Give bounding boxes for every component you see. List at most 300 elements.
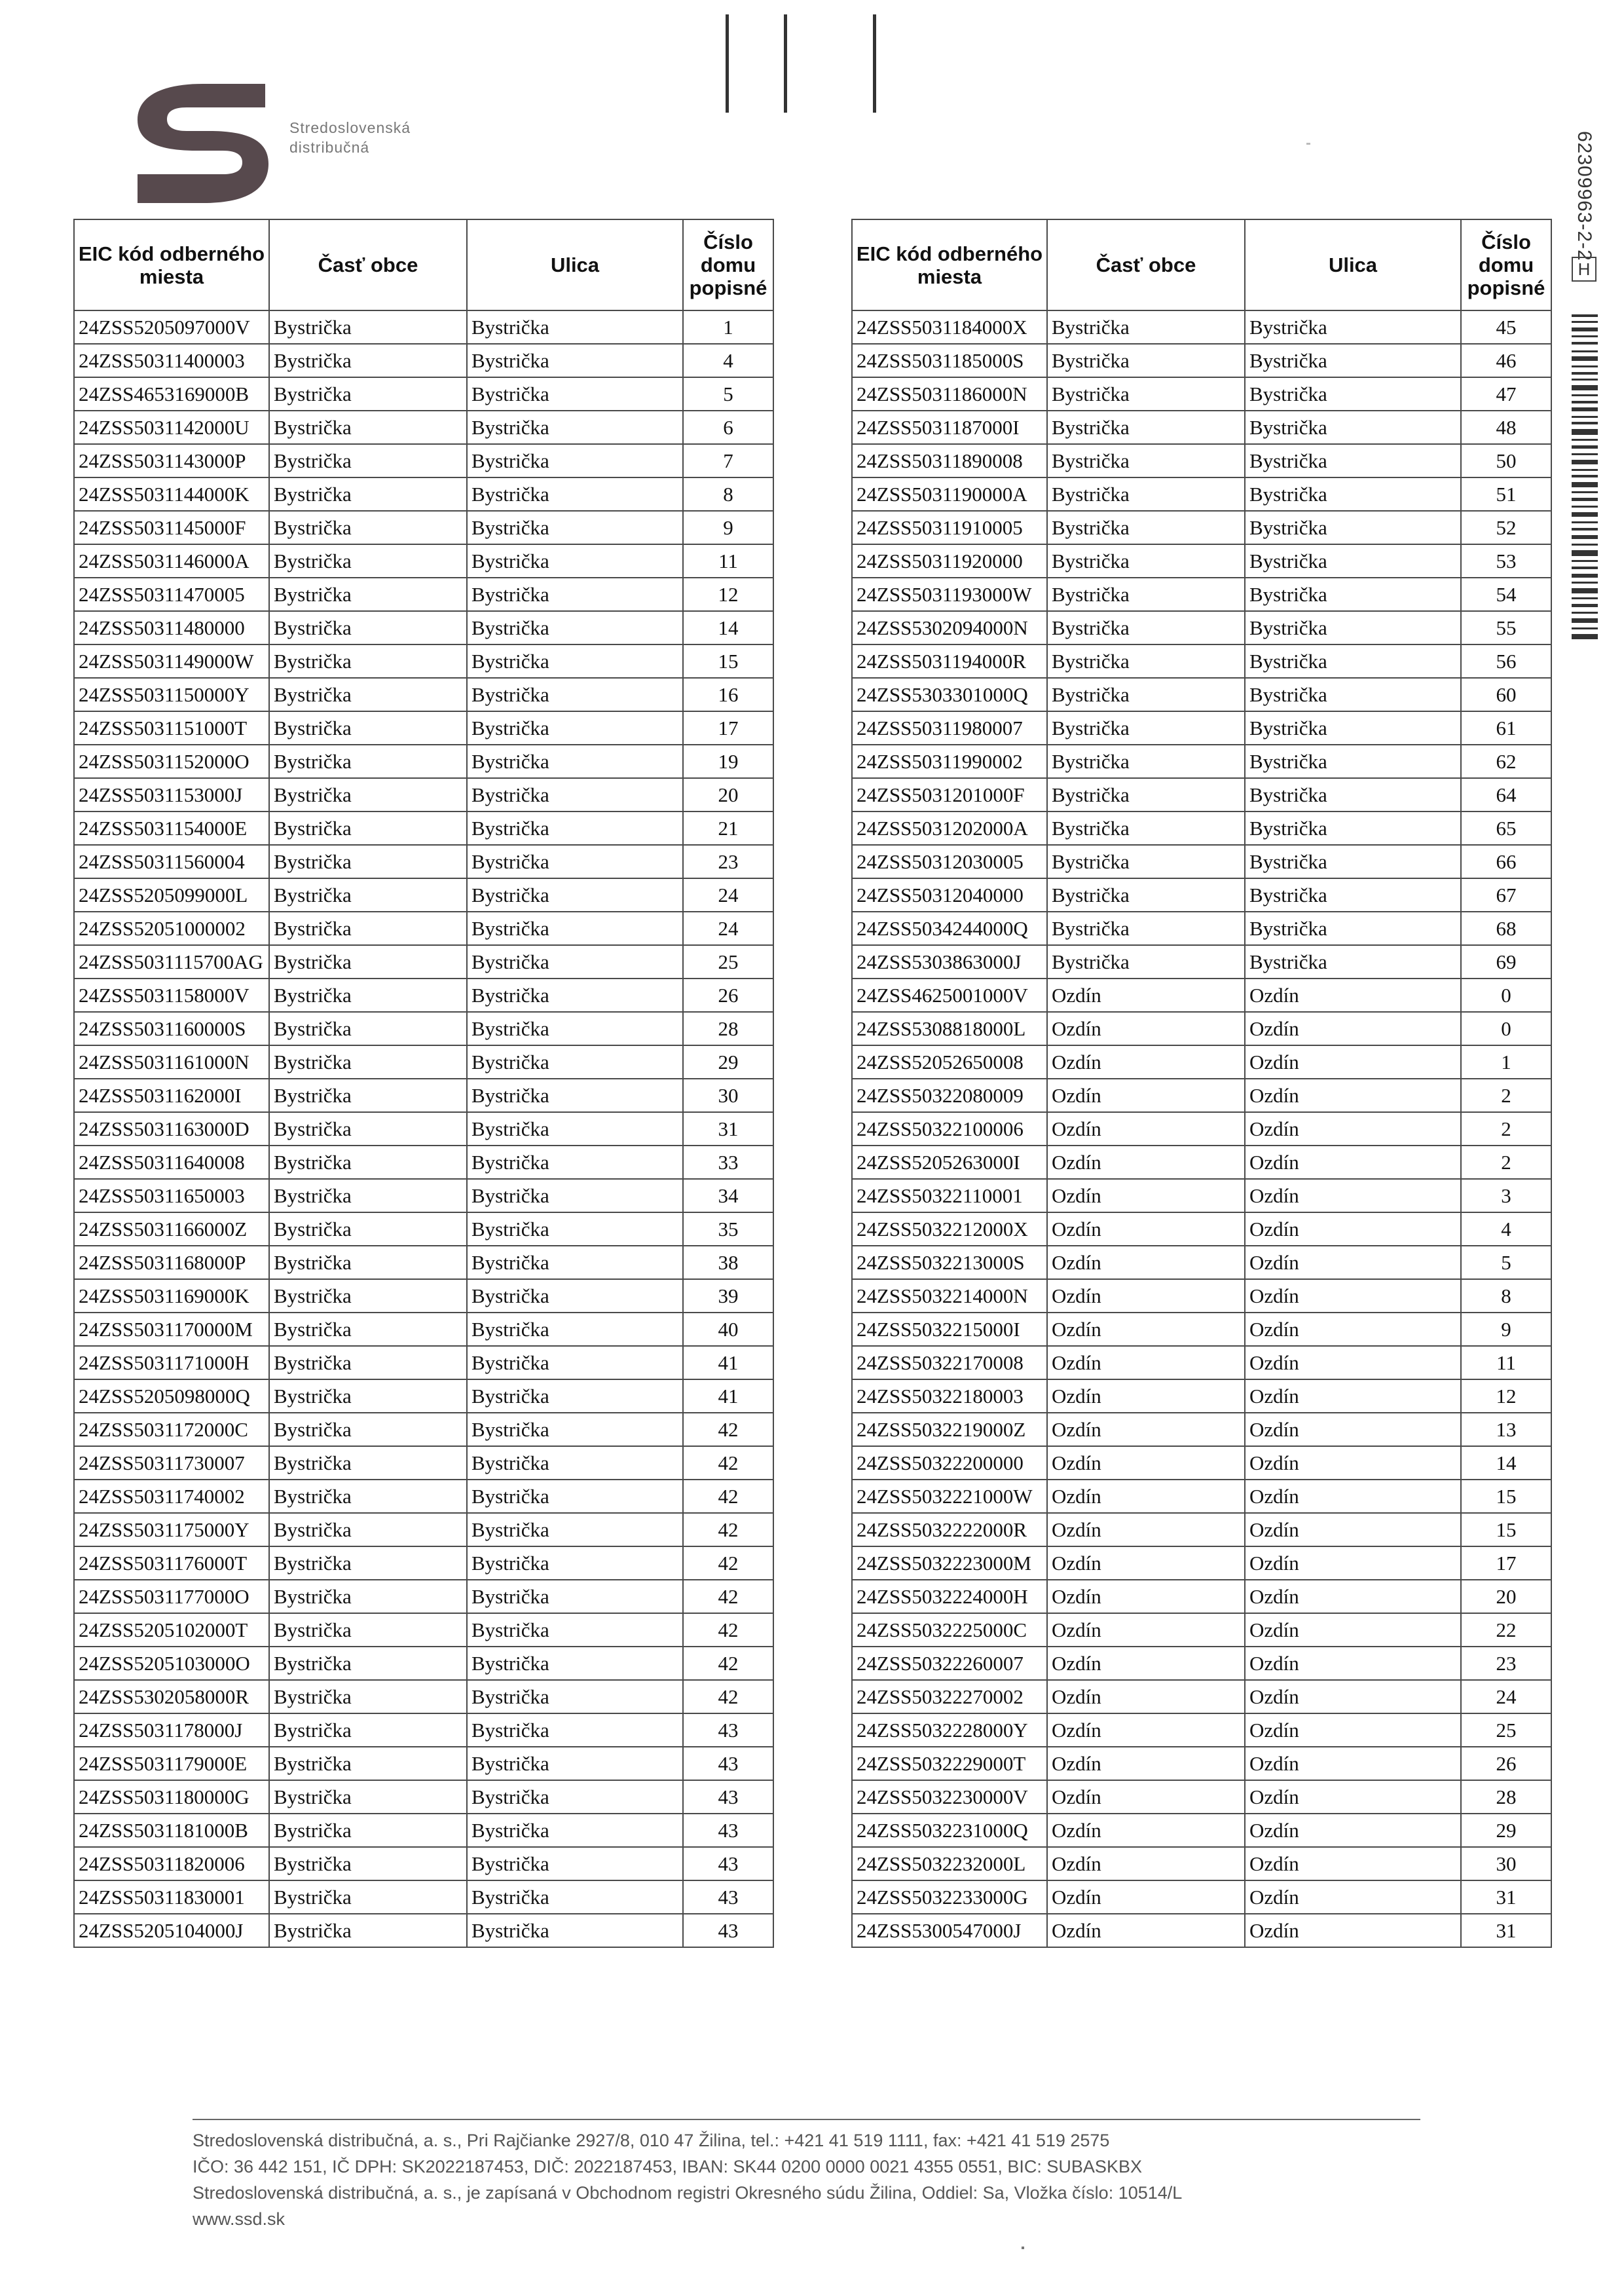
cell-eic-code: 24ZSS5032213000S: [852, 1246, 1047, 1279]
table-row: [74, 1480, 773, 1513]
table-row: [74, 377, 773, 411]
table-row: [74, 644, 773, 678]
table-row: [74, 945, 773, 979]
table-row: [852, 1847, 1551, 1880]
cell-cislo-domu: 8: [1461, 1279, 1551, 1313]
cell-cislo-domu: 13: [1461, 1413, 1551, 1446]
column-header-eic: EIC kód odberného miesta: [74, 219, 269, 310]
table-row: [852, 1045, 1551, 1079]
cell-cast-obce: Bystrička: [269, 1112, 467, 1146]
table-row: [74, 344, 773, 377]
cell-cast-obce: Bystrička: [269, 377, 467, 411]
cell-cast-obce: Bystrička: [269, 611, 467, 644]
cell-cislo-domu: 33: [683, 1146, 773, 1179]
cell-cislo-domu: 28: [1461, 1780, 1551, 1814]
scan-mark: [726, 14, 729, 113]
table-row: [74, 1012, 773, 1045]
cell-eic-code: 24ZSS5302058000R: [74, 1680, 269, 1713]
cell-eic-code: 24ZSS5031145000F: [74, 511, 269, 544]
table-row: [852, 1346, 1551, 1379]
cell-ulica: Bystrička: [467, 1814, 683, 1847]
cell-eic-code: 24ZSS5031152000O: [74, 745, 269, 778]
cell-cast-obce: Bystrička: [269, 1480, 467, 1513]
cell-cast-obce: Ozdín: [1047, 1212, 1245, 1246]
cell-cast-obce: Bystrička: [1047, 344, 1245, 377]
table-row: [852, 411, 1551, 444]
cell-cast-obce: Ozdín: [1047, 1446, 1245, 1480]
table-row: [74, 845, 773, 878]
cell-ulica: Bystrička: [1245, 377, 1461, 411]
table-row: [74, 1713, 773, 1747]
cell-ulica: Ozdín: [1245, 1179, 1461, 1212]
cell-ulica: Ozdín: [1245, 1212, 1461, 1246]
cell-ulica: Ozdín: [1245, 1814, 1461, 1847]
cell-cislo-domu: 47: [1461, 377, 1551, 411]
cell-eic-code: 24ZSS52051000002: [74, 912, 269, 945]
cell-ulica: Ozdín: [1245, 1480, 1461, 1513]
cell-ulica: Bystrička: [467, 1680, 683, 1713]
cell-ulica: Ozdín: [1245, 1513, 1461, 1546]
table-row: [74, 778, 773, 812]
table-row: [74, 912, 773, 945]
cell-ulica: Bystrička: [1245, 745, 1461, 778]
table-row: [852, 1613, 1551, 1647]
cell-eic-code: 24ZSS5031166000Z: [74, 1212, 269, 1246]
cell-eic-code: 24ZSS5031170000M: [74, 1313, 269, 1346]
cell-ulica: Ozdín: [1245, 1780, 1461, 1814]
table-row: [74, 1313, 773, 1346]
cell-ulica: Bystrička: [467, 1613, 683, 1647]
table-row: [74, 1580, 773, 1613]
cell-eic-code: 24ZSS5031151000T: [74, 711, 269, 745]
cell-cislo-domu: 0: [1461, 979, 1551, 1012]
table-row: [74, 544, 773, 578]
table-row: [852, 344, 1551, 377]
eic-table-right: [851, 219, 1552, 1948]
table-row: [74, 1413, 773, 1446]
cell-ulica: Ozdín: [1245, 1680, 1461, 1713]
cell-cast-obce: Bystrička: [269, 1613, 467, 1647]
cell-eic-code: 24ZSS50312030005: [852, 845, 1047, 878]
cell-cislo-domu: 7: [683, 444, 773, 477]
column-header-cislo-domu: Číslo domu popisné: [683, 219, 773, 310]
cell-eic-code: 24ZSS50311480000: [74, 611, 269, 644]
cell-cast-obce: Ozdín: [1047, 1780, 1245, 1814]
cell-cast-obce: Ozdín: [1047, 1580, 1245, 1613]
table-row: [852, 1747, 1551, 1780]
table-row: [74, 477, 773, 511]
cell-eic-code: 24ZSS5031181000B: [74, 1814, 269, 1847]
cell-cislo-domu: 51: [1461, 477, 1551, 511]
cell-cislo-domu: 25: [683, 945, 773, 979]
table-row: [852, 544, 1551, 578]
cell-cast-obce: Ozdín: [1047, 979, 1245, 1012]
cell-cislo-domu: 42: [683, 1647, 773, 1680]
cell-cislo-domu: 43: [683, 1880, 773, 1914]
table-row: [852, 778, 1551, 812]
cell-cislo-domu: 41: [683, 1379, 773, 1413]
column-header-cast-obce: Časť obce: [269, 219, 467, 310]
cell-ulica: Bystrička: [467, 1446, 683, 1480]
cell-eic-code: 24ZSS5031190000A: [852, 477, 1047, 511]
cell-cast-obce: Bystrička: [1047, 711, 1245, 745]
cell-eic-code: 24ZSS50322080009: [852, 1079, 1047, 1112]
cell-ulica: Bystrička: [1245, 578, 1461, 611]
cell-eic-code: 24ZSS5032223000M: [852, 1546, 1047, 1580]
cell-cast-obce: Bystrička: [269, 1814, 467, 1847]
cell-eic-code: 24ZSS52052650008: [852, 1045, 1047, 1079]
cell-eic-code: 24ZSS5031153000J: [74, 778, 269, 812]
cell-eic-code: 24ZSS5032231000Q: [852, 1814, 1047, 1847]
cell-ulica: Bystrička: [467, 310, 683, 344]
cell-cast-obce: Bystrička: [269, 1580, 467, 1613]
table-row: [852, 1713, 1551, 1747]
cell-cast-obce: Bystrička: [269, 1780, 467, 1814]
cell-eic-code: 24ZSS5031158000V: [74, 979, 269, 1012]
column-header-ulica: Ulica: [1245, 219, 1461, 310]
cell-ulica: Bystrička: [467, 1580, 683, 1613]
footer-address: Stredoslovenská distribučná, a. s., Pri Rajčianke 2927/8, 010 47 Žilina, tel.: +421 41 519 1111, fax: +421 41 519 2575: [193, 2131, 1110, 2150]
table-row: [74, 1814, 773, 1847]
cell-eic-code: 24ZSS50322180003: [852, 1379, 1047, 1413]
cell-eic-code: 24ZSS5031176000T: [74, 1546, 269, 1580]
cell-ulica: Bystrička: [1245, 678, 1461, 711]
cell-ulica: Ozdín: [1245, 1914, 1461, 1947]
cell-cast-obce: Bystrička: [1047, 678, 1245, 711]
cell-eic-code: 24ZSS50311640008: [74, 1146, 269, 1179]
cell-cast-obce: Bystrička: [269, 578, 467, 611]
cell-ulica: Bystrička: [467, 1112, 683, 1146]
cell-cislo-domu: 8: [683, 477, 773, 511]
cell-ulica: Ozdín: [1245, 1279, 1461, 1313]
cell-cast-obce: Bystrička: [269, 945, 467, 979]
cell-eic-code: 24ZSS5032221000W: [852, 1480, 1047, 1513]
cell-cislo-domu: 4: [1461, 1212, 1551, 1246]
cell-ulica: Bystrička: [467, 411, 683, 444]
cell-cast-obce: Bystrička: [1047, 878, 1245, 912]
cell-eic-code: 24ZSS50312040000: [852, 878, 1047, 912]
cell-ulica: Bystrička: [467, 778, 683, 812]
cell-ulica: Bystrička: [1245, 711, 1461, 745]
cell-eic-code: 24ZSS5031146000A: [74, 544, 269, 578]
table-row: [74, 1212, 773, 1246]
table-row: [74, 578, 773, 611]
cell-eic-code: 24ZSS4625001000V: [852, 979, 1047, 1012]
cell-cislo-domu: 31: [683, 1112, 773, 1146]
cell-eic-code: 24ZSS5031162000I: [74, 1079, 269, 1112]
cell-ulica: Ozdín: [1245, 1413, 1461, 1446]
cell-eic-code: 24ZSS5032212000X: [852, 1212, 1047, 1246]
cell-cislo-domu: 42: [683, 1446, 773, 1480]
cell-eic-code: 24ZSS5031115700AG: [74, 945, 269, 979]
table-row: [852, 444, 1551, 477]
cell-cast-obce: Bystrička: [1047, 444, 1245, 477]
table-row: [74, 1112, 773, 1146]
table-row: [74, 1179, 773, 1212]
cell-cislo-domu: 24: [1461, 1680, 1551, 1713]
cell-ulica: Bystrička: [467, 444, 683, 477]
cell-cast-obce: Bystrička: [269, 845, 467, 878]
cell-cast-obce: Ozdín: [1047, 1279, 1245, 1313]
table-row: [74, 444, 773, 477]
cell-ulica: Ozdín: [1245, 1546, 1461, 1580]
cell-eic-code: 24ZSS5303863000J: [852, 945, 1047, 979]
cell-ulica: Bystrička: [467, 1480, 683, 1513]
cell-ulica: Ozdín: [1245, 1079, 1461, 1112]
cell-ulica: Bystrička: [467, 1413, 683, 1446]
cell-cislo-domu: 16: [683, 678, 773, 711]
cell-cislo-domu: 55: [1461, 611, 1551, 644]
cell-cislo-domu: 34: [683, 1179, 773, 1212]
cell-eic-code: 24ZSS50311470005: [74, 578, 269, 611]
cell-eic-code: 24ZSS5300547000J: [852, 1914, 1047, 1947]
cell-cast-obce: Ozdín: [1047, 1313, 1245, 1346]
cell-cast-obce: Ozdín: [1047, 1847, 1245, 1880]
cell-cislo-domu: 42: [683, 1613, 773, 1647]
cell-cast-obce: Ozdín: [1047, 1680, 1245, 1713]
cell-cast-obce: Ozdín: [1047, 1613, 1245, 1647]
table-row: [74, 1546, 773, 1580]
cell-ulica: Bystrička: [467, 1780, 683, 1814]
cell-cislo-domu: 21: [683, 812, 773, 845]
cell-cislo-domu: 41: [683, 1346, 773, 1379]
cell-cast-obce: Ozdín: [1047, 1747, 1245, 1780]
cell-cislo-domu: 3: [1461, 1179, 1551, 1212]
cell-cislo-domu: 12: [1461, 1379, 1551, 1413]
cell-eic-code: 24ZSS5032225000C: [852, 1613, 1047, 1647]
table-row: [852, 1580, 1551, 1613]
cell-cislo-domu: 67: [1461, 878, 1551, 912]
cell-cast-obce: Bystrička: [269, 444, 467, 477]
cell-ulica: Bystrička: [467, 1713, 683, 1747]
table-row: [852, 912, 1551, 945]
cell-eic-code: 24ZSS4653169000B: [74, 377, 269, 411]
cell-cislo-domu: 42: [683, 1413, 773, 1446]
cell-ulica: Bystrička: [467, 544, 683, 578]
cell-cast-obce: Bystrička: [269, 1880, 467, 1914]
cell-ulica: Bystrička: [1245, 344, 1461, 377]
cell-cast-obce: Bystrička: [1047, 310, 1245, 344]
cell-ulica: Ozdín: [1245, 979, 1461, 1012]
scan-speck: [1306, 143, 1310, 145]
cell-cast-obce: Bystrička: [269, 1246, 467, 1279]
cell-cast-obce: Ozdín: [1047, 1346, 1245, 1379]
cell-eic-code: 24ZSS5031186000N: [852, 377, 1047, 411]
cell-eic-code: 24ZSS5205097000V: [74, 310, 269, 344]
table-row: [74, 1446, 773, 1480]
cell-cast-obce: Bystrička: [269, 1146, 467, 1179]
cell-cast-obce: Bystrička: [269, 1546, 467, 1580]
cell-ulica: Bystrička: [467, 1513, 683, 1546]
cell-cislo-domu: 42: [683, 1546, 773, 1580]
cell-ulica: Bystrička: [1245, 310, 1461, 344]
cell-cislo-domu: 4: [683, 344, 773, 377]
table-row: [74, 1346, 773, 1379]
cell-cislo-domu: 2: [1461, 1146, 1551, 1179]
cell-cislo-domu: 15: [1461, 1480, 1551, 1513]
table-row: [852, 945, 1551, 979]
cell-cast-obce: Ozdín: [1047, 1480, 1245, 1513]
table-row: [74, 1914, 773, 1947]
cell-eic-code: 24ZSS5032214000N: [852, 1279, 1047, 1313]
cell-eic-code: 24ZSS5031154000E: [74, 812, 269, 845]
cell-cast-obce: Bystrička: [269, 310, 467, 344]
table-row: [852, 878, 1551, 912]
table-row: [74, 1146, 773, 1179]
cell-cislo-domu: 9: [683, 511, 773, 544]
cell-cislo-domu: 5: [1461, 1246, 1551, 1279]
cell-eic-code: 24ZSS50322100006: [852, 1112, 1047, 1146]
cell-cast-obce: Bystrička: [269, 544, 467, 578]
cell-eic-code: 24ZSS5205263000I: [852, 1146, 1047, 1179]
cell-eic-code: 24ZSS5031172000C: [74, 1413, 269, 1446]
cell-cast-obce: Ozdín: [1047, 1814, 1245, 1847]
cell-eic-code: 24ZSS5205102000T: [74, 1613, 269, 1647]
cell-cislo-domu: 19: [683, 745, 773, 778]
table-body-right: [852, 310, 1551, 1947]
cell-cislo-domu: 43: [683, 1847, 773, 1880]
cell-ulica: Ozdín: [1245, 1112, 1461, 1146]
cell-cast-obce: Bystrička: [269, 711, 467, 745]
cell-ulica: Bystrička: [467, 812, 683, 845]
cell-eic-code: 24ZSS50311910005: [852, 511, 1047, 544]
cell-ulica: Bystrička: [467, 1847, 683, 1880]
cell-cislo-domu: 30: [1461, 1847, 1551, 1880]
cell-cislo-domu: 64: [1461, 778, 1551, 812]
cell-cast-obce: Bystrička: [1047, 644, 1245, 678]
column-header-eic: EIC kód odberného miesta: [852, 219, 1047, 310]
table-row: [74, 1513, 773, 1546]
table-row: [852, 511, 1551, 544]
cell-cislo-domu: 52: [1461, 511, 1551, 544]
cell-eic-code: 24ZSS50311920000: [852, 544, 1047, 578]
cell-ulica: Ozdín: [1245, 1446, 1461, 1480]
cell-eic-code: 24ZSS5031177000O: [74, 1580, 269, 1613]
cell-cast-obce: Ozdín: [1047, 1647, 1245, 1680]
table-row: [852, 812, 1551, 845]
cell-cast-obce: Ozdín: [1047, 1112, 1245, 1146]
cell-eic-code: 24ZSS50322170008: [852, 1346, 1047, 1379]
cell-ulica: Bystrička: [1245, 611, 1461, 644]
cell-ulica: Bystrička: [467, 1880, 683, 1914]
cell-eic-code: 24ZSS50311740002: [74, 1480, 269, 1513]
table-row: [852, 1079, 1551, 1112]
cell-eic-code: 24ZSS50311830001: [74, 1880, 269, 1914]
cell-ulica: Bystrička: [467, 644, 683, 678]
cell-eic-code: 24ZSS5032228000Y: [852, 1713, 1047, 1747]
table-row: [74, 979, 773, 1012]
cell-cislo-domu: 1: [683, 310, 773, 344]
cell-eic-code: 24ZSS5205104000J: [74, 1914, 269, 1947]
table-row: [852, 1146, 1551, 1179]
cell-cislo-domu: 50: [1461, 444, 1551, 477]
cell-cast-obce: Bystrička: [269, 1680, 467, 1713]
cell-cislo-domu: 68: [1461, 912, 1551, 945]
cell-eic-code: 24ZSS5031171000H: [74, 1346, 269, 1379]
cell-ulica: Bystrička: [467, 845, 683, 878]
cell-eic-code: 24ZSS50311730007: [74, 1446, 269, 1480]
cell-eic-code: 24ZSS5031175000Y: [74, 1513, 269, 1546]
cell-cast-obce: Ozdín: [1047, 1413, 1245, 1446]
cell-cislo-domu: 42: [683, 1480, 773, 1513]
cell-ulica: Ozdín: [1245, 1045, 1461, 1079]
cell-cast-obce: Bystrička: [269, 745, 467, 778]
cell-eic-code: 24ZSS5032230000V: [852, 1780, 1047, 1814]
table-row: [74, 1613, 773, 1647]
table-row: [74, 1379, 773, 1413]
table-row: [74, 878, 773, 912]
cell-ulica: Bystrička: [1245, 845, 1461, 878]
cell-cislo-domu: 20: [683, 778, 773, 812]
cell-ulica: Ozdín: [1245, 1313, 1461, 1346]
cell-cislo-domu: 1: [1461, 1045, 1551, 1079]
cell-cast-obce: Bystrička: [269, 1847, 467, 1880]
table-row: [852, 1012, 1551, 1045]
cell-cast-obce: Bystrička: [269, 878, 467, 912]
cell-cislo-domu: 23: [1461, 1647, 1551, 1680]
table-row: [852, 745, 1551, 778]
table-header-row: [74, 219, 773, 310]
cell-ulica: Bystrička: [467, 878, 683, 912]
cell-cislo-domu: 2: [1461, 1079, 1551, 1112]
cell-eic-code: 24ZSS5031144000K: [74, 477, 269, 511]
table-row: [74, 1847, 773, 1880]
company-name-line1: Stredoslovenská: [289, 119, 411, 136]
cell-cast-obce: Bystrička: [269, 1747, 467, 1780]
document-number: 62309963-2-2: [1574, 131, 1595, 261]
scan-mark: [784, 14, 787, 113]
cell-cislo-domu: 17: [1461, 1546, 1551, 1580]
cell-cast-obce: Bystrička: [269, 511, 467, 544]
cell-ulica: Bystrička: [467, 344, 683, 377]
cell-ulica: Bystrička: [1245, 878, 1461, 912]
cell-cast-obce: Ozdín: [1047, 1012, 1245, 1045]
table-row: [852, 1647, 1551, 1680]
cell-ulica: Bystrička: [1245, 411, 1461, 444]
document-marker: H: [1572, 257, 1596, 282]
footer-website-link[interactable]: www.ssd.sk: [193, 2209, 286, 2229]
cell-cislo-domu: 42: [683, 1513, 773, 1546]
table-row: [74, 1647, 773, 1680]
cell-cast-obce: Ozdín: [1047, 1179, 1245, 1212]
table-row: [852, 1313, 1551, 1346]
cell-ulica: Bystrička: [467, 1279, 683, 1313]
cell-cislo-domu: 66: [1461, 845, 1551, 878]
table-row: [852, 1480, 1551, 1513]
cell-eic-code: 24ZSS5032224000H: [852, 1580, 1047, 1613]
cell-ulica: Bystrička: [1245, 444, 1461, 477]
cell-cast-obce: Ozdín: [1047, 1513, 1245, 1546]
cell-cislo-domu: 22: [1461, 1613, 1551, 1647]
company-name-line2: distribučná: [289, 139, 370, 156]
table-row: [852, 678, 1551, 711]
cell-cislo-domu: 29: [1461, 1814, 1551, 1847]
cell-eic-code: 24ZSS5031161000N: [74, 1045, 269, 1079]
table-row: [74, 678, 773, 711]
cell-cast-obce: Bystrička: [269, 812, 467, 845]
cell-cast-obce: Bystrička: [269, 644, 467, 678]
cell-eic-code: 24ZSS5031180000G: [74, 1780, 269, 1814]
cell-cislo-domu: 39: [683, 1279, 773, 1313]
cell-ulica: Bystrička: [467, 711, 683, 745]
cell-cast-obce: Bystrička: [269, 477, 467, 511]
table-row: [852, 1546, 1551, 1580]
cell-eic-code: 24ZSS5031143000P: [74, 444, 269, 477]
cell-cast-obce: Bystrička: [1047, 377, 1245, 411]
cell-cislo-domu: 14: [683, 611, 773, 644]
cell-cislo-domu: 17: [683, 711, 773, 745]
cell-ulica: Bystrička: [467, 1045, 683, 1079]
